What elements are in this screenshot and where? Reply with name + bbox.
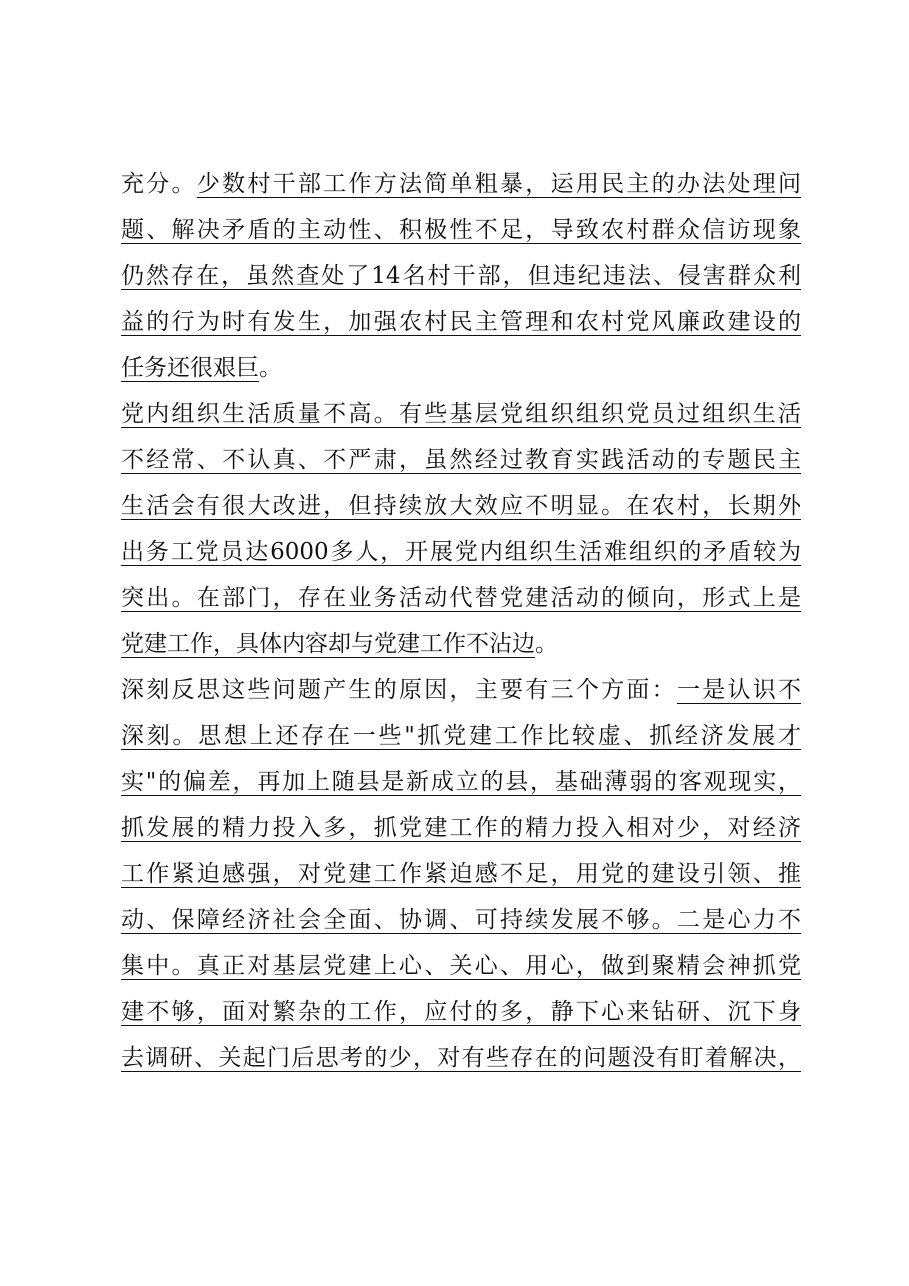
text-line	[121, 444, 801, 476]
underlined-text: 任务还很艰巨	[121, 355, 259, 381]
text-line	[121, 996, 801, 1028]
plain-text: 充分。	[121, 171, 197, 197]
text-line	[121, 812, 801, 844]
underlined-text: 实"的偏差，再加上随县是新成立的县，基础薄弱的客观现实，	[121, 769, 801, 795]
text-line	[121, 904, 801, 936]
underlined-text: 党内组织生活质量不高。有些基层党组织组织党员过组织生活	[121, 401, 801, 427]
underlined-text: 益的行为时有发生，加强农村民主管理和农村党风廉政建设的	[121, 309, 801, 335]
underlined-text: 深刻。思想上还存在一些"抓党建工作比较虚、抓经济发展才	[121, 723, 801, 749]
underlined-text: 突出。在部门，存在业务活动代替党建活动的倾向，形式上是	[121, 585, 801, 611]
text-line	[121, 352, 282, 384]
text-line	[121, 858, 801, 890]
underlined-text: 工作紧迫感强，对党建工作紧迫感不足，用党的建设引领、推	[121, 861, 801, 887]
underlined-text: 题、解决矛盾的主动性、积极性不足，导致农村群众信访现象	[121, 217, 801, 243]
underlined-text: 建不够，面对繁杂的工作，应付的多，静下心来钻研、沉下身	[121, 999, 801, 1025]
underlined-text: 少数村干部工作方法简单粗暴，运用民主的办法处理问	[196, 171, 802, 197]
text-line	[121, 1042, 801, 1074]
text-line	[121, 168, 801, 200]
plain-text: 。	[535, 631, 558, 657]
underlined-text: 仍然存在，虽然查处了14名村干部，但违纪违法、侵害群众利	[121, 263, 801, 289]
underlined-text: 抓发展的精力投入多，抓党建工作的精力投入相对少，对经济	[121, 815, 801, 841]
text-line	[121, 720, 801, 752]
underlined-text: 党建工作，具体内容却与党建工作不沾边	[121, 631, 535, 657]
underlined-text: 出务工党员达6000多人，开展党内组织生活难组织的矛盾较为	[121, 539, 801, 565]
text-line	[121, 582, 801, 614]
underlined-text: 一是认识不	[676, 677, 802, 703]
text-line	[121, 950, 801, 982]
underlined-text: 生活会有很大改进，但持续放大效应不明显。在农村，长期外	[121, 493, 801, 519]
text-line	[121, 306, 801, 338]
text-line	[121, 214, 801, 246]
text-line	[121, 398, 801, 430]
underlined-text: 动、保障经济社会全面、协调、可持续发展不够。二是心力不	[121, 907, 801, 933]
plain-text: 深刻反思这些问题产生的原因，主要有三个方面：	[121, 677, 677, 703]
text-line	[121, 260, 801, 292]
text-line	[121, 674, 801, 706]
text-line	[121, 490, 801, 522]
underlined-text: 不经常、不认真、不严肃，虽然经过教育实践活动的专题民主	[121, 447, 801, 473]
plain-text: 。	[259, 355, 282, 381]
underlined-text: 集中。真正对基层党建上心、关心、用心，做到聚精会神抓党	[121, 953, 801, 979]
text-line	[121, 628, 558, 660]
text-line	[121, 536, 801, 568]
text-line	[121, 766, 801, 798]
underlined-text: 去调研、关起门后思考的少，对有些存在的问题没有盯着解决，	[121, 1045, 801, 1071]
